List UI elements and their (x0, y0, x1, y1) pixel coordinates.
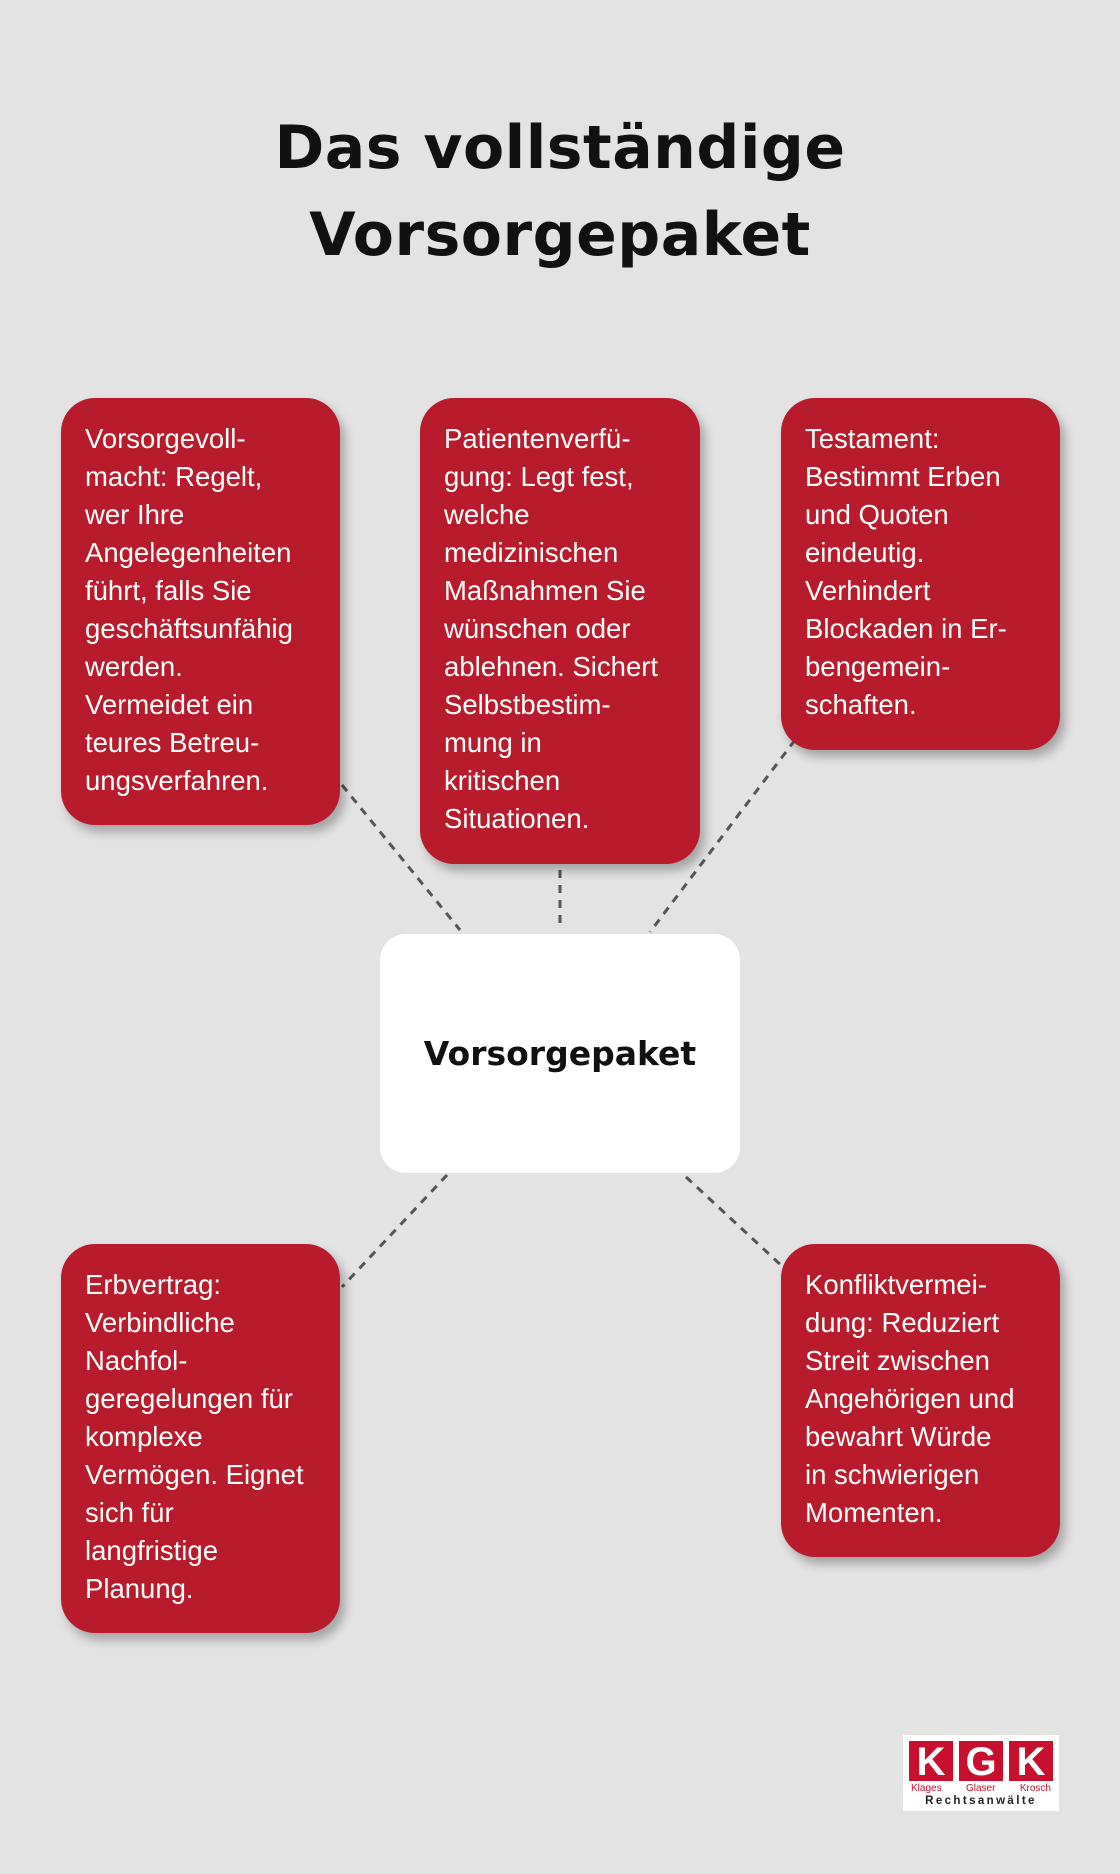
connector-konfliktvermeidung (686, 1177, 783, 1267)
logo-subtitle: Rechtsanwälte (925, 1795, 1037, 1807)
card-patientenverfuegung: Patientenverfü- gung: Legt fest, welche medizinischen Maßnahmen Sie wünschen oder ablehnen. Sichert Selbstbestim- mung in kritischen Situationen. (420, 398, 700, 864)
logo-letters (909, 1740, 1053, 1784)
logo-names (909, 1783, 1053, 1795)
center-node (380, 934, 740, 1173)
title-line-2: Vorsorgepaket (309, 200, 811, 270)
title-line-1: Das vollständige (274, 113, 846, 183)
connector-erbvertrag (342, 1175, 447, 1287)
logo-letter-g: G (959, 1741, 1003, 1781)
logo-letter-k1: K (909, 1741, 953, 1781)
card-testament: Testament: Bestimmt Erben und Quoten eindeutig. Verhindert Blockaden in Er- bengemein- schaften. (781, 398, 1060, 750)
card-erbvertrag: Erbvertrag: Verbindliche Nachfol- geregelungen für komplexe Vermögen. Eignet sich für langfristige Planung. (61, 1244, 340, 1633)
center-node-label: Vorsorgepaket (423, 1034, 697, 1073)
logo-name-klages: Klages (911, 1783, 942, 1794)
logo-name-glaser: Glaser (966, 1783, 996, 1794)
kgk-logo (903, 1735, 1059, 1811)
logo-name-krosch: Krosch (1019, 1783, 1051, 1794)
card-vorsorgevollmacht: Vorsorgevoll- macht: Regelt, wer Ihre Angelegenheiten führt, falls Sie geschäftsunfähig werden. Vermeidet ein teures Betreu- ungsverfahren. (61, 398, 340, 825)
logo-letter-k2: K (1009, 1741, 1053, 1781)
card-konfliktvermeidung: Konfliktvermei- dung: Reduziert Streit zwischen Angehörigen und bewahrt Würde in schwierigen Momenten. (781, 1244, 1060, 1557)
